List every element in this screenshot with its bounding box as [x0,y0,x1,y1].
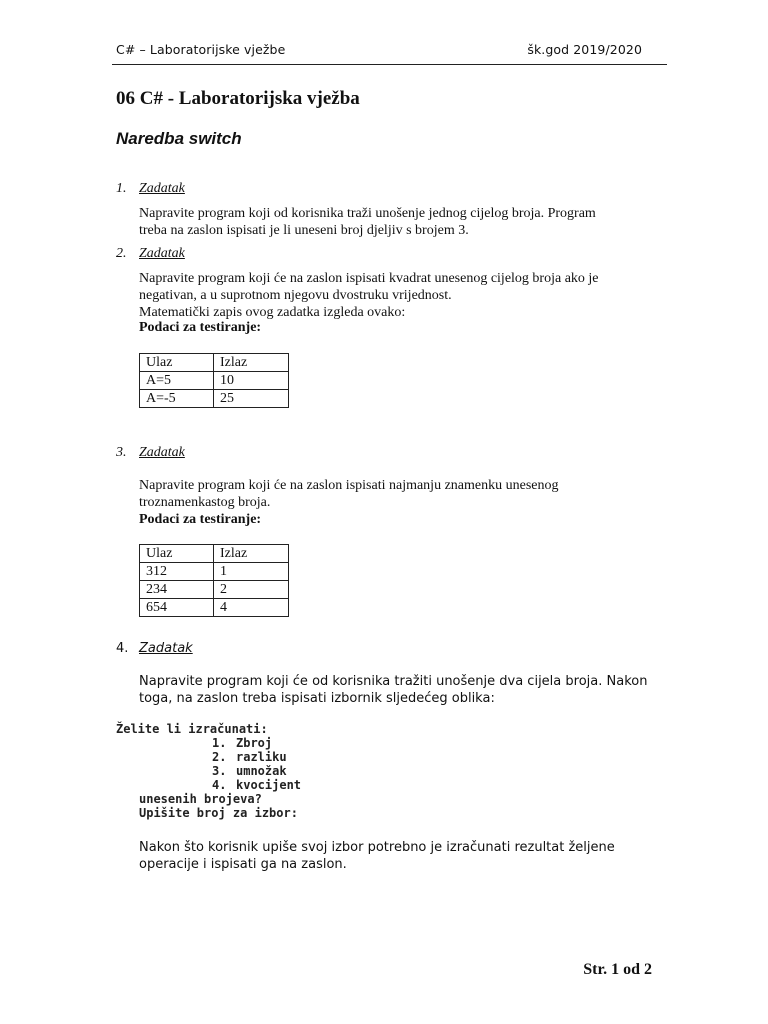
task-3-test-label: Podaci za testiranje: [139,512,262,527]
menu-option-number: 1. [212,736,227,750]
table-cell: 25 [214,390,289,408]
task-1-title: Zadatak [139,181,185,196]
task-2-number: 2. [116,246,127,261]
table-row [140,563,289,581]
document-subtitle: Naredba switch [116,129,242,148]
table-cell: 654 [140,599,214,617]
table-header-cell: Ulaz [140,354,214,372]
table-cell: 10 [214,372,289,390]
table-cell: 1 [214,563,289,581]
task-4-title: Zadatak [139,641,193,656]
task-2-test-table [139,353,289,408]
menu-option [212,736,301,750]
table-cell: 4 [214,599,289,617]
menu-line-after: unesenih brojeva? [139,792,262,806]
header-course-title: C# – Laboratorijske vježbe [116,42,286,57]
table-header-cell: Izlaz [214,545,289,563]
table-cell: 234 [140,581,214,599]
footer-total-pages: 2 [644,961,652,978]
menu-options-list [212,736,301,792]
menu-option [212,778,301,792]
menu-option-number: 4. [212,778,227,792]
task-3-number: 3. [116,445,127,460]
task-1-number: 1. [116,181,127,196]
table-row [140,390,289,408]
table-row [140,581,289,599]
menu-prompt: Želite li izračunati: [116,722,268,736]
task-3-text: Napravite program koji će na zaslon ispisati najmanju znamenku unesenog troznamenkastog broja. [139,478,559,510]
menu-option [212,764,301,778]
table-header-cell: Izlaz [214,354,289,372]
task-4-text: Napravite program koji će od korisnika tražiti unošenje dva cijela broja. Nakon toga, na zaslon treba ispisati izbornik sljedećeg oblika: [139,674,648,706]
task-3-test-table [139,544,289,617]
table-cell: A=5 [140,372,214,390]
table-header-cell: Ulaz [140,545,214,563]
menu-option-label: Zbroj [236,736,273,750]
header-divider [112,64,667,65]
footer-page-number: 1 [611,961,620,978]
table-header-row [140,354,289,372]
task-4-closing-text: Nakon što korisnik upiše svoj izbor potrebno je izračunati rezultat željene operacije i ispisati ga na zaslon. [139,840,615,872]
menu-option-label: razliku [236,750,287,764]
menu-option-label: kvocijent [236,778,302,792]
document-title: 06 C# - Laboratorijska vježba [116,88,360,109]
task-2-title: Zadatak [139,246,185,261]
task-3-title: Zadatak [139,445,185,460]
task-2-test-label: Podaci za testiranje: [139,320,262,335]
page-number-footer [583,961,652,979]
table-cell: 312 [140,563,214,581]
footer-middle: od [623,961,640,978]
menu-choice-prompt: Upišite broj za izbor: [139,806,298,820]
task-2-text: Napravite program koji će na zaslon ispisati kvadrat unesenog cijelog broja ako je negativan, a u suprotnom njegovu dvostruku vrijednost. Matematički zapis ovog zadatka izgleda ovako: [139,271,599,320]
table-row [140,372,289,390]
table-cell: A=-5 [140,390,214,408]
menu-option [212,750,301,764]
task-1-text: Napravite program koji od korisnika traži unošenje jednog cijelog broja. Program treba na zaslon ispisati je li uneseni broj djeljiv s brojem 3. [139,206,596,238]
table-cell: 2 [214,581,289,599]
menu-option-number: 3. [212,764,227,778]
menu-option-number: 2. [212,750,227,764]
task-4-number: 4. [116,641,129,656]
footer-prefix: Str. [583,961,608,978]
table-header-row [140,545,289,563]
header-school-year: šk.god 2019/2020 [527,42,642,57]
table-row [140,599,289,617]
menu-option-label: umnožak [236,764,287,778]
